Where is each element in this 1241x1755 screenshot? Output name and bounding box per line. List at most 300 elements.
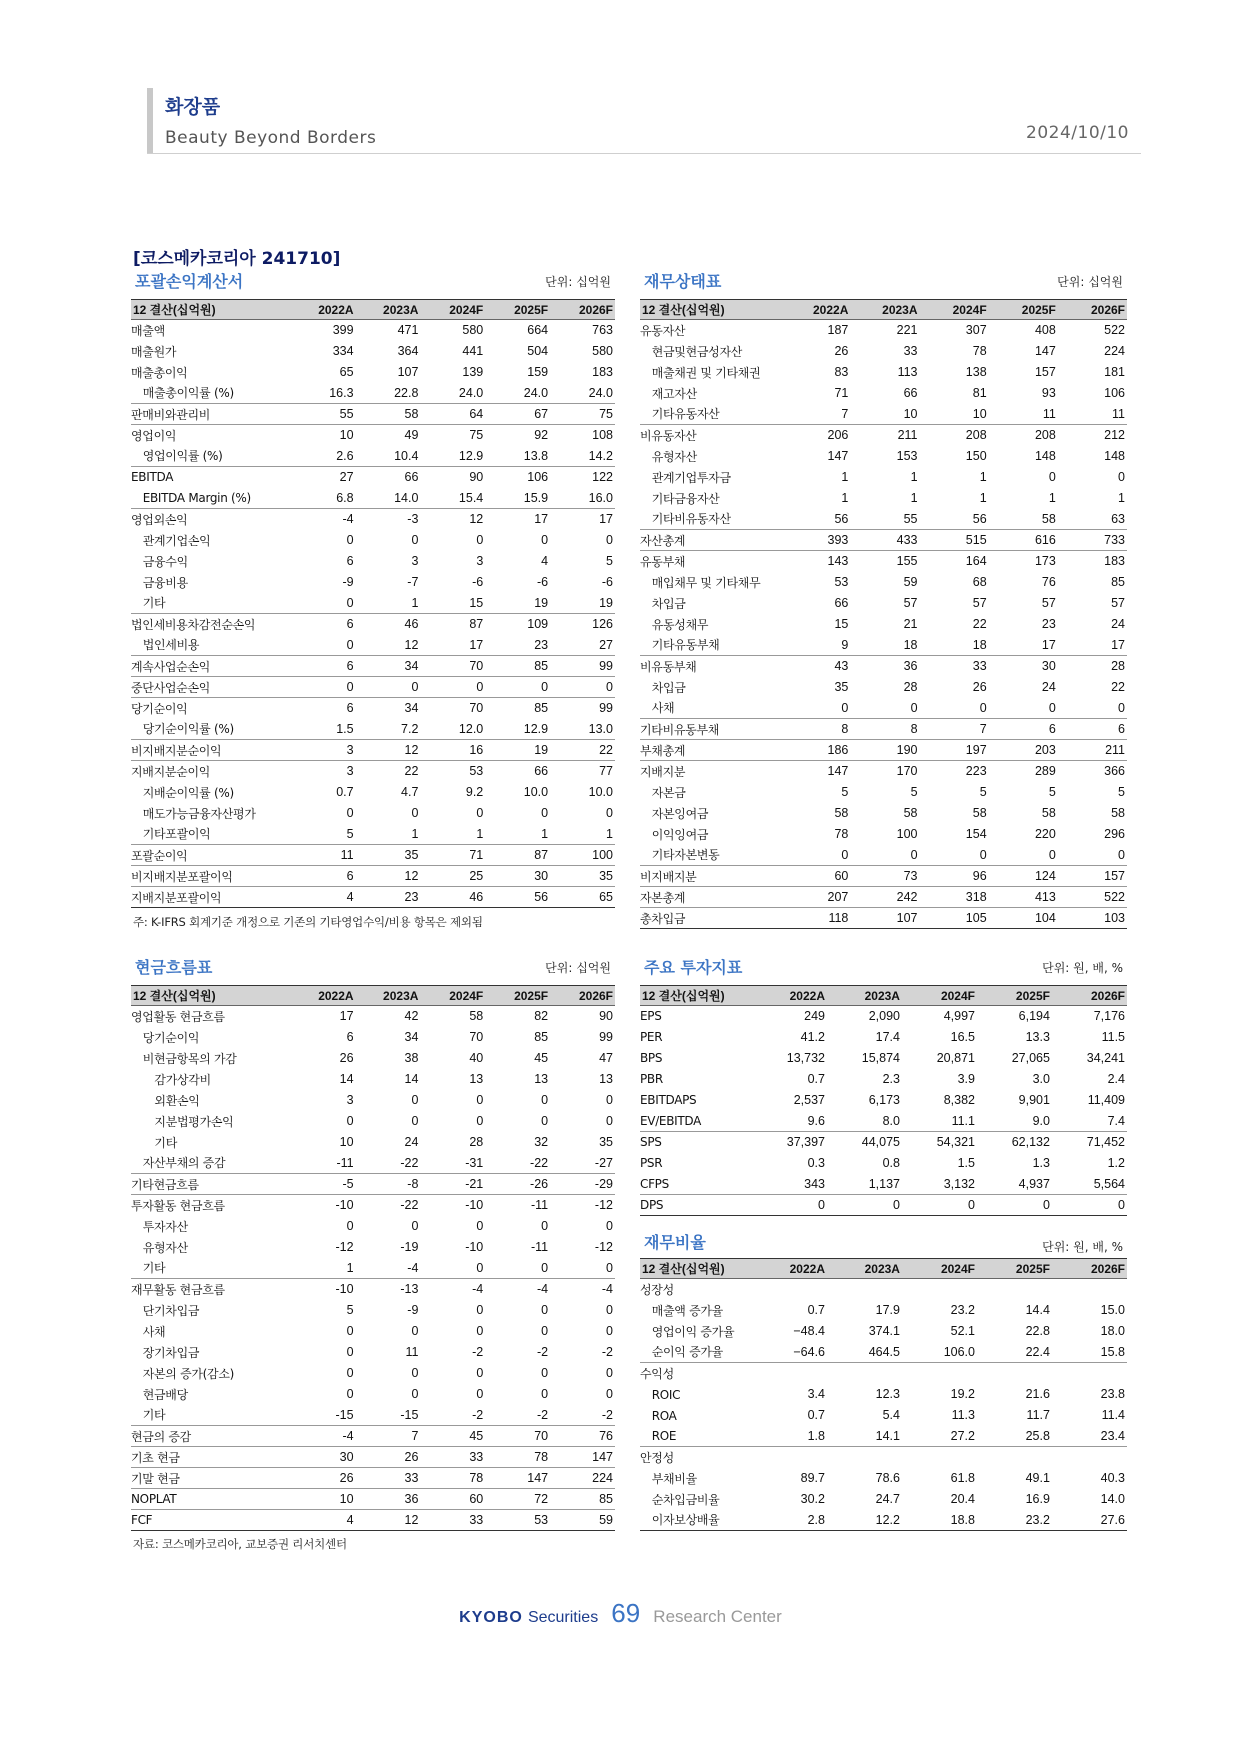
row-label: 부채총계 bbox=[640, 740, 781, 761]
cell-value: 0 bbox=[346, 595, 354, 610]
cell-value: -27 bbox=[594, 1155, 613, 1170]
cell-value: -4 bbox=[485, 1279, 550, 1300]
table-row bbox=[131, 1426, 615, 1447]
row-label: PSR bbox=[640, 1156, 663, 1170]
column-header-year: 2024F bbox=[920, 300, 989, 320]
row-label: 기타 bbox=[131, 596, 166, 611]
cell-value: 93 bbox=[1041, 386, 1056, 400]
row-label: 영업이익 bbox=[131, 425, 291, 446]
cell-value: -11 bbox=[530, 1240, 549, 1254]
cell-value: 25.8 bbox=[1025, 1428, 1050, 1443]
table-row bbox=[131, 866, 615, 887]
row-label: EPS bbox=[640, 1009, 662, 1024]
cell-value bbox=[752, 1363, 827, 1384]
row-label: 비지배지분포괄이익 bbox=[131, 866, 291, 887]
row-label: 지배순이익률 (%) bbox=[131, 785, 234, 800]
cell-value: 3.9 bbox=[957, 1072, 975, 1086]
cell-value: 62,132 bbox=[977, 1132, 1052, 1153]
row-label: PBR bbox=[640, 1072, 663, 1086]
cell-value: 57 bbox=[1041, 596, 1056, 610]
table-row bbox=[131, 593, 615, 614]
cell-value: 0 bbox=[606, 1324, 613, 1338]
cell-value: -4 bbox=[420, 1279, 485, 1300]
cell-value: 203 bbox=[989, 740, 1058, 761]
cell-value: 27 bbox=[599, 637, 613, 652]
cell-value: 0 bbox=[356, 677, 421, 698]
cell-value: 118 bbox=[781, 908, 850, 929]
cell-value: 104 bbox=[989, 908, 1058, 929]
cell-value: 55 bbox=[291, 404, 356, 425]
cell-value: 58 bbox=[834, 806, 849, 820]
cell-value: 26 bbox=[339, 1051, 354, 1065]
cell-value: 85 bbox=[1111, 575, 1125, 589]
cell-value: 64 bbox=[420, 404, 485, 425]
cell-value: 11.1 bbox=[951, 1113, 975, 1128]
cell-value: 47 bbox=[599, 1051, 613, 1065]
row-label: 자본잉여금 bbox=[640, 806, 709, 821]
cell-value: 15.8 bbox=[1100, 1344, 1125, 1359]
cell-value: 0.3 bbox=[807, 1156, 825, 1170]
cell-value: -12 bbox=[594, 1240, 613, 1254]
table-header-row bbox=[640, 300, 1127, 320]
cell-value: 1,137 bbox=[868, 1176, 900, 1191]
cell-value: 40.3 bbox=[1100, 1471, 1125, 1485]
cell-value: 11,409 bbox=[1087, 1093, 1125, 1107]
cell-value: 106 bbox=[485, 467, 550, 488]
row-label: EBITDA bbox=[131, 467, 291, 488]
cell-value: 9.6 bbox=[807, 1113, 825, 1128]
table-row bbox=[131, 1321, 615, 1342]
row-label: 재무활동 현금흐름 bbox=[131, 1279, 291, 1300]
table-row bbox=[131, 1447, 615, 1468]
cell-value: -2 bbox=[601, 1407, 613, 1422]
cell-value: 4 bbox=[291, 1510, 356, 1531]
cell-value: 580 bbox=[462, 323, 484, 338]
cell-value: 17.9 bbox=[875, 1303, 900, 1317]
row-label: 유형자산 bbox=[640, 449, 697, 464]
table-row bbox=[640, 1510, 1127, 1531]
cell-value: 0 bbox=[476, 1303, 484, 1317]
cell-value: 157 bbox=[1058, 866, 1127, 887]
cell-value: 208 bbox=[989, 425, 1058, 446]
financial-ratios-table bbox=[640, 1258, 1127, 1531]
cell-value bbox=[902, 1279, 977, 1300]
cell-value: -11 bbox=[485, 1195, 550, 1216]
cell-value bbox=[827, 1363, 902, 1384]
investment-indicators-table bbox=[640, 985, 1127, 1216]
cell-value: 211 bbox=[850, 425, 919, 446]
table-row bbox=[131, 1237, 615, 1258]
cell-value: 9.0 bbox=[1032, 1113, 1050, 1128]
cell-value: 28 bbox=[903, 680, 918, 694]
table-row bbox=[640, 656, 1127, 677]
cell-value: 0 bbox=[541, 533, 549, 547]
cell-value: 15.9 bbox=[523, 490, 549, 505]
cell-value: 0 bbox=[752, 1195, 827, 1216]
cell-value: 318 bbox=[920, 887, 989, 908]
cell-value: 157 bbox=[1034, 365, 1056, 379]
column-header-year: 2023A bbox=[850, 300, 919, 320]
cell-value: 5 bbox=[910, 785, 918, 799]
cell-value: 71 bbox=[420, 845, 485, 866]
cell-value: -31 bbox=[465, 1155, 484, 1170]
cell-value: 13,732 bbox=[786, 1051, 825, 1065]
cell-value: 61.8 bbox=[950, 1471, 975, 1485]
table-row bbox=[640, 1447, 1127, 1468]
cell-value: 72 bbox=[485, 1489, 550, 1510]
table-row bbox=[131, 1342, 615, 1363]
cell-value: 71,452 bbox=[1052, 1132, 1127, 1153]
table-row bbox=[131, 1111, 615, 1132]
cell-value: 78 bbox=[834, 827, 849, 841]
row-label: 유동성채무 bbox=[640, 617, 709, 632]
column-header-label: 12 결산(십억원) bbox=[640, 300, 781, 320]
cell-value: 28 bbox=[1058, 656, 1127, 677]
table-row bbox=[640, 782, 1127, 803]
cell-value: 11.5 bbox=[1101, 1030, 1125, 1044]
table-row bbox=[640, 677, 1127, 698]
table-row bbox=[640, 551, 1127, 572]
row-label: 외환손익 bbox=[131, 1093, 200, 1108]
cell-value: 1.8 bbox=[807, 1428, 825, 1443]
cell-value: 108 bbox=[550, 425, 615, 446]
row-label: CFPS bbox=[640, 1176, 669, 1191]
table-row bbox=[640, 593, 1127, 614]
table-row bbox=[640, 1048, 1127, 1069]
balance-sheet-block bbox=[640, 269, 1127, 929]
cell-value: 34,241 bbox=[1086, 1051, 1125, 1065]
cell-value: 12 bbox=[420, 509, 485, 530]
cell-value: 45 bbox=[420, 1426, 485, 1447]
cell-value: 6 bbox=[1058, 719, 1127, 740]
cell-value: 16.0 bbox=[588, 490, 613, 505]
cell-value: 35 bbox=[356, 845, 421, 866]
row-label: 매출채권 및 기타채권 bbox=[640, 365, 761, 380]
cell-value: 17.4 bbox=[875, 1030, 900, 1044]
table-row bbox=[640, 1174, 1127, 1195]
cell-value: 35 bbox=[834, 680, 849, 694]
column-header-year: 2023A bbox=[356, 986, 421, 1006]
cell-value: 65 bbox=[339, 365, 354, 379]
cell-value: 11 bbox=[1042, 406, 1056, 421]
cell-value bbox=[977, 1363, 1052, 1384]
row-label: 지분법평가손익 bbox=[131, 1114, 234, 1129]
cell-value: 99 bbox=[550, 656, 615, 677]
cell-value: 6 bbox=[291, 614, 356, 635]
cell-value: 67 bbox=[485, 404, 550, 425]
row-label: 현금의 증감 bbox=[131, 1426, 291, 1447]
cell-value: 24 bbox=[1111, 617, 1125, 631]
page-footer bbox=[0, 1598, 1241, 1629]
cell-value: 5 bbox=[1048, 785, 1056, 799]
cell-value: 0 bbox=[346, 1345, 354, 1359]
cell-value: 59 bbox=[903, 575, 918, 589]
cell-value: -2 bbox=[601, 1345, 613, 1359]
table-row bbox=[640, 530, 1127, 551]
row-label: 기타포괄이익 bbox=[131, 827, 211, 842]
cell-value: 5,564 bbox=[1093, 1176, 1125, 1191]
table-row bbox=[640, 1405, 1127, 1426]
cell-value: 0 bbox=[977, 1195, 1052, 1216]
cell-value: 522 bbox=[1058, 887, 1127, 908]
cell-value: 0 bbox=[1118, 700, 1125, 715]
cell-value: 0 bbox=[1052, 1195, 1127, 1216]
cell-value: 4 bbox=[291, 887, 356, 908]
cell-value: 16.5 bbox=[950, 1030, 975, 1044]
cell-value: 32 bbox=[534, 1135, 549, 1149]
cell-value: 10.4 bbox=[394, 448, 419, 463]
cell-value: 0 bbox=[420, 677, 485, 698]
column-header-year: 2024F bbox=[420, 986, 485, 1006]
cell-value: 28 bbox=[469, 1135, 484, 1149]
cell-value: 206 bbox=[781, 425, 850, 446]
cell-value: 46 bbox=[420, 887, 485, 908]
table-row bbox=[131, 1027, 615, 1048]
company-title: [코스메카코리아 241710] bbox=[133, 249, 341, 269]
row-label: 중단사업순손익 bbox=[131, 677, 291, 698]
cell-value: -10 bbox=[291, 1195, 356, 1216]
cell-value: 0 bbox=[541, 1260, 549, 1275]
cell-value: 0 bbox=[476, 1093, 484, 1107]
row-label: 계속사업순손익 bbox=[131, 656, 291, 677]
cell-value: 18 bbox=[972, 637, 987, 652]
cell-value: 122 bbox=[550, 467, 615, 488]
column-header-label: 12 결산(십억원) bbox=[131, 300, 291, 320]
cell-value: 13 bbox=[469, 1072, 484, 1086]
cell-value: 0 bbox=[485, 677, 550, 698]
cell-value: 11 bbox=[1112, 406, 1125, 421]
cell-value: 18.0 bbox=[1100, 1324, 1125, 1338]
cell-value: 20.4 bbox=[950, 1492, 975, 1506]
row-label: 매도가능금융자산평가 bbox=[131, 806, 256, 821]
footer-brand: KYOBO bbox=[459, 1609, 523, 1626]
cell-value: 154 bbox=[965, 827, 987, 841]
cell-value: 2.3 bbox=[882, 1072, 900, 1086]
row-label: 매출액 증가율 bbox=[640, 1303, 723, 1318]
cell-value: -2 bbox=[472, 1345, 484, 1359]
cell-value: 12 bbox=[404, 637, 419, 652]
cell-value: 5 bbox=[606, 554, 613, 568]
cell-value: -6 bbox=[472, 575, 484, 589]
row-label: 포괄순이익 bbox=[131, 845, 291, 866]
row-label: 기타 bbox=[131, 1135, 177, 1150]
cell-value: 0 bbox=[541, 1303, 549, 1317]
row-label: EV/EBITDA bbox=[640, 1113, 702, 1128]
column-header-year: 2023A bbox=[827, 986, 902, 1006]
cell-value: 471 bbox=[397, 323, 419, 338]
row-label: 안정성 bbox=[640, 1447, 752, 1468]
cell-value: 334 bbox=[332, 344, 354, 358]
row-label: 감가상각비 bbox=[131, 1072, 211, 1087]
cell-value: 78 bbox=[420, 1468, 485, 1489]
table-row bbox=[640, 845, 1127, 866]
table-row bbox=[131, 404, 615, 425]
cell-value: 55 bbox=[903, 511, 918, 526]
cell-value: 0 bbox=[476, 1387, 484, 1401]
row-label: 매출원가 bbox=[131, 344, 177, 359]
cell-value: 71 bbox=[834, 386, 849, 400]
cell-value: 90 bbox=[420, 467, 485, 488]
table-row bbox=[131, 488, 615, 509]
cell-value: 147 bbox=[827, 449, 849, 463]
cell-value: 70 bbox=[469, 1030, 484, 1044]
cell-value: 6 bbox=[291, 866, 356, 887]
cell-value: 70 bbox=[485, 1426, 550, 1447]
cell-value: 33 bbox=[920, 656, 989, 677]
cell-value: 0 bbox=[346, 1324, 354, 1338]
cell-value: 0 bbox=[476, 533, 484, 547]
row-label: 총차입금 bbox=[640, 908, 781, 929]
row-label: 자산총계 bbox=[640, 530, 781, 551]
row-label: 기타 bbox=[131, 1408, 166, 1423]
cell-value: 19.2 bbox=[950, 1387, 975, 1401]
cell-value: 43 bbox=[781, 656, 850, 677]
cell-value: 85 bbox=[485, 656, 550, 677]
table-row bbox=[131, 341, 615, 362]
cell-value: 23.4 bbox=[1100, 1428, 1125, 1443]
cell-value: 0 bbox=[411, 1324, 419, 1338]
cell-value: 0 bbox=[979, 847, 987, 862]
header-divider bbox=[147, 153, 1141, 154]
row-label: 순차입금비율 bbox=[640, 1492, 720, 1507]
cell-value: 16.3 bbox=[329, 385, 354, 400]
cell-value: 733 bbox=[1058, 530, 1127, 551]
cell-value: 616 bbox=[989, 530, 1058, 551]
cell-value: 11.4 bbox=[1101, 1408, 1125, 1422]
cell-value: 211 bbox=[1058, 740, 1127, 761]
cell-value: 0.7 bbox=[807, 1303, 825, 1317]
table-row bbox=[131, 782, 615, 803]
cell-value: 393 bbox=[781, 530, 850, 551]
table-row bbox=[131, 1216, 615, 1237]
cell-value: 17 bbox=[485, 509, 550, 530]
cell-value: 3.4 bbox=[807, 1387, 825, 1401]
cell-value: -6 bbox=[601, 575, 613, 589]
table-row bbox=[131, 1090, 615, 1111]
cell-value: 124 bbox=[989, 866, 1058, 887]
cell-value: 0 bbox=[346, 1387, 354, 1401]
cell-value: 13.3 bbox=[1025, 1030, 1050, 1044]
cell-value: 35 bbox=[550, 866, 615, 887]
cell-value: -3 bbox=[356, 509, 421, 530]
cell-value: -12 bbox=[550, 1195, 615, 1216]
cell-value: 0 bbox=[346, 1114, 354, 1128]
cell-value: 20,871 bbox=[936, 1051, 975, 1065]
cell-value: 53 bbox=[420, 761, 485, 782]
cell-value: 21 bbox=[903, 617, 918, 631]
row-label: 영업활동 현금흐름 bbox=[131, 1009, 225, 1024]
table-row bbox=[640, 1468, 1127, 1489]
cell-value: 44,075 bbox=[827, 1132, 902, 1153]
cell-value: 14.0 bbox=[1100, 1492, 1125, 1506]
table-row bbox=[131, 761, 615, 782]
cell-value: 0.7 bbox=[807, 1408, 825, 1422]
income-statement-note: 주: K-IFRS 회계기준 개정으로 기존의 기타영업수익/비용 항목은 제외됨 bbox=[133, 915, 483, 929]
cell-value: -10 bbox=[291, 1279, 356, 1300]
table-row bbox=[131, 383, 615, 404]
cell-value: 68 bbox=[972, 575, 987, 589]
cell-value bbox=[827, 1279, 902, 1300]
table-row bbox=[131, 1489, 615, 1510]
cell-value: 7.2 bbox=[401, 721, 419, 736]
row-label: 유형자산 bbox=[131, 1240, 188, 1255]
column-header-label: 12 결산(십억원) bbox=[131, 986, 291, 1006]
cell-value: 153 bbox=[896, 449, 918, 463]
cell-value: 75 bbox=[420, 425, 485, 446]
row-label: ROE bbox=[640, 1429, 677, 1444]
cell-value: 15 bbox=[469, 595, 484, 610]
cell-value: 1.5 bbox=[336, 721, 354, 736]
cell-value: 52.1 bbox=[950, 1324, 975, 1338]
cell-value: 208 bbox=[920, 425, 989, 446]
table-row bbox=[131, 551, 615, 572]
cash-flow-title: 현금흐름표 bbox=[135, 958, 213, 977]
table-row bbox=[131, 1279, 615, 1300]
cell-value: 22.8 bbox=[394, 385, 419, 400]
cell-value: 13.8 bbox=[523, 448, 549, 463]
table-row bbox=[131, 467, 615, 488]
cell-value: 105 bbox=[920, 908, 989, 929]
cell-value: 224 bbox=[1104, 344, 1125, 358]
cell-value: 24.0 bbox=[523, 385, 549, 400]
cell-value: 14.0 bbox=[394, 490, 419, 505]
cell-value: 78 bbox=[972, 344, 987, 358]
cell-value: 6,173 bbox=[868, 1093, 900, 1107]
cell-value: 7,176 bbox=[1093, 1009, 1125, 1024]
cell-value: -4 bbox=[291, 1426, 356, 1447]
row-label: 현금및현금성자산 bbox=[640, 344, 743, 359]
cell-value: 3,132 bbox=[943, 1176, 975, 1191]
row-label: 유동부채 bbox=[640, 551, 781, 572]
cell-value: 87 bbox=[485, 845, 550, 866]
row-label: 자본의 증가(감소) bbox=[131, 1366, 235, 1381]
cell-value: 66 bbox=[834, 596, 849, 610]
cell-value: 96 bbox=[920, 866, 989, 887]
cell-value: 0 bbox=[606, 1366, 613, 1380]
table-row bbox=[640, 740, 1127, 761]
cell-value: 433 bbox=[850, 530, 919, 551]
cell-value: 190 bbox=[850, 740, 919, 761]
cell-value: 159 bbox=[527, 365, 549, 379]
cell-value: 26 bbox=[291, 1468, 356, 1489]
table-row bbox=[131, 656, 615, 677]
cell-value: 0 bbox=[902, 1195, 977, 1216]
cell-value: 4,997 bbox=[943, 1009, 975, 1024]
cell-value: 4.7 bbox=[401, 785, 419, 799]
income-statement-block bbox=[131, 269, 615, 929]
row-label: 성장성 bbox=[640, 1282, 674, 1297]
row-label: 기초 현금 bbox=[131, 1447, 291, 1468]
cell-value: 58 bbox=[469, 1009, 484, 1024]
cell-value: 59 bbox=[550, 1510, 615, 1531]
cell-value: 307 bbox=[965, 323, 987, 338]
cell-value: 148 bbox=[1034, 449, 1056, 463]
cell-value: 464.5 bbox=[868, 1344, 900, 1359]
table-row bbox=[131, 1048, 615, 1069]
cell-value: -26 bbox=[485, 1174, 550, 1195]
cell-value: 60 bbox=[781, 866, 850, 887]
cell-value: -10 bbox=[420, 1195, 485, 1216]
cell-value: 58 bbox=[1041, 511, 1056, 526]
row-label: 법인세비용 bbox=[131, 638, 200, 653]
cell-value: 1 bbox=[411, 595, 419, 610]
cell-value: 75 bbox=[550, 404, 615, 425]
row-label: EBITDA Margin (%) bbox=[131, 491, 251, 506]
cell-value: 212 bbox=[1058, 425, 1127, 446]
cell-value: 11 bbox=[405, 1345, 419, 1359]
cell-value: -2 bbox=[536, 1345, 549, 1359]
cell-value: 33 bbox=[420, 1510, 485, 1531]
